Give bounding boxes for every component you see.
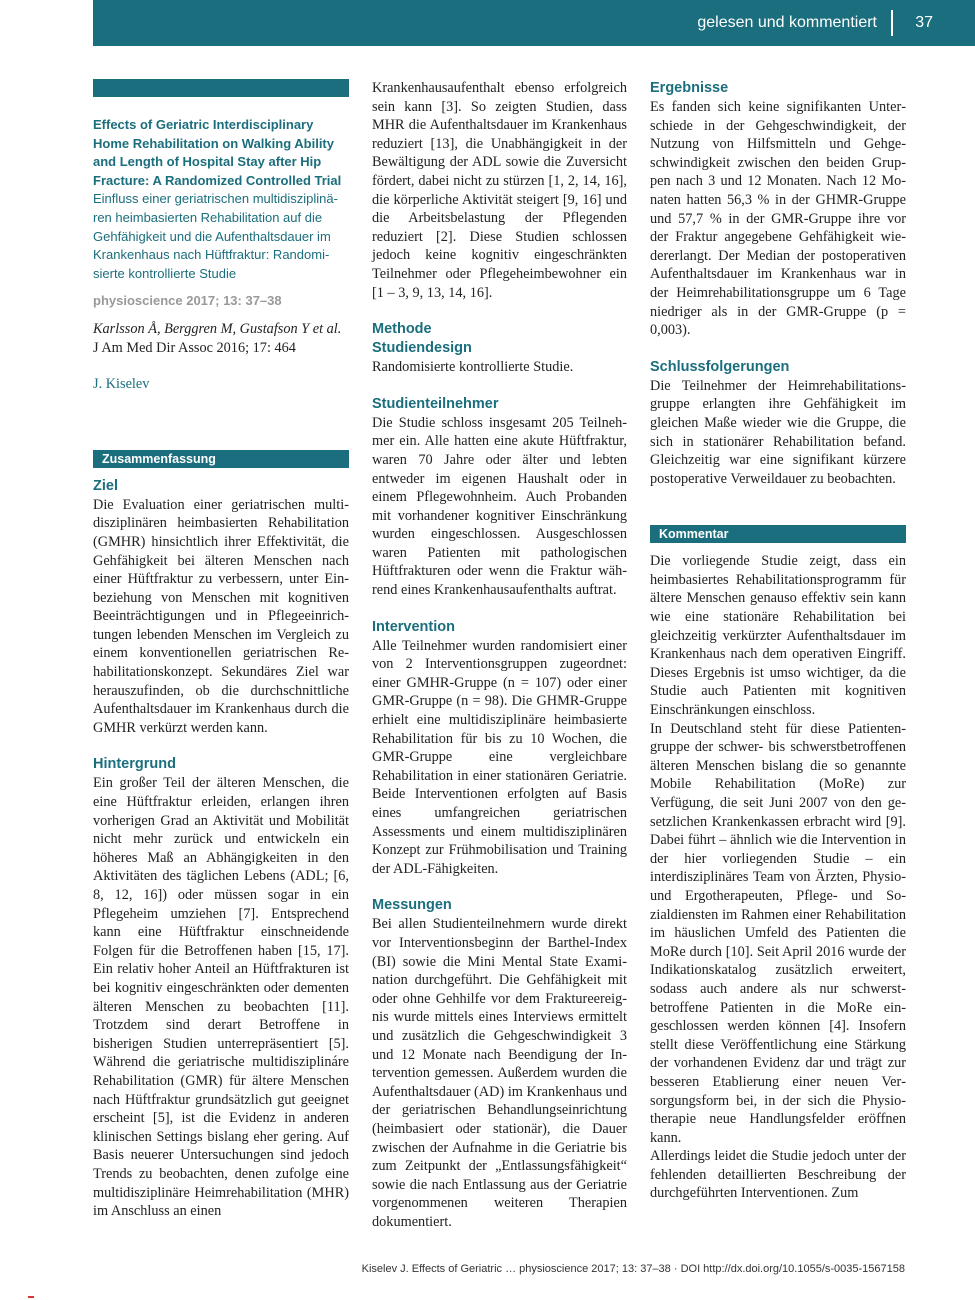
footer-citation: Kiselev J. Effects of Geriatric … physioscience 2017; 13: 37–38 · DOI http://dx.doi.org/10.1055/s-0035-1567158 [361,1263,905,1275]
heading-studiendesign: Studiendesign [372,340,472,357]
crop-mark [28,1296,34,1298]
paragraph-ziel: Die Evaluation einer geriatrischen multidisziplinären heimbasierten Rehabilitation (GMHR) hinsichtlich ihrer Effektivität, die Gehfähigkeit bei älteren Menschen nach einer Hüftfraktur zu verbessern, unter Einbeziehung von Menschen mit kognitiven Beeinträchtigungen und in Pflegeeinrichtungen lebenden Menschen im Vergleich zu einem konventionellen geriatrischen Rehabilitationskonzept. Sekundäres Ziel war herauszufinden, ob die durchschnittliche Aufenthaltsdauer im Krankenhaus durch die GMHR verkürzt werden kann. [93,496,349,736]
summary-bar: Zusammenfassung [93,450,349,468]
title-bar [93,79,349,97]
header-bar [93,0,975,46]
paragraph-studiendesign: Randomisierte kontrollierte Studie. [372,359,574,376]
article-title-en: Effects of Geriatric Interdisciplinary Home Rehabilitation on Walking Ability and Length of Hospital Stay after Hip Fracture: A Randomized Controlled Trial [93,117,342,188]
heading-schlussfolgerungen: Schlussfolgerungen [650,358,790,375]
column-right [650,79,906,1203]
paragraph-schlussfolgerungen: Die Teilnehmer der Heimrehabilitationsgruppe erlangten ihre Gehfähigkeit im gleichen Maße wieder wie die Gruppe, die sich in stationärer Rehabilitation befand. Gleichzeitig war eine signifikant kürzere postoperative Verweildauer zu beobachten. [650,377,906,487]
page-number: 37 [915,14,933,31]
paragraph-intervention: Alle Teilnehmer wurden randomisiert einer von 2 Interventionsgruppen zugeordnet: einer GMHR-Gruppe (n = 107) oder einer GMR-Gruppe (n = 98). Die GHMR-Gruppe erhielt eine multidisziplinäre heimbasierte Rehabilitation für bis zu 10 Wochen, die GMR-Gruppe eine vergleichbare Rehabilitation in einer stationären Geriatrie. Beide Interventionen erfolgten auf Basis eines umfangreichen geriatrischen Assessments und einem multidisziplinären Konzept zur Frühmobilisation und Training der ADL-Fähigkeiten. [372,637,627,877]
citation: physioscience 2017; 13: 37–38 [93,293,282,309]
heading-hintergrund: Hintergrund [93,756,176,773]
heading-messungen: Messungen [372,897,452,914]
section-title: gelesen und kommentiert [697,10,893,36]
paragraph-studienteilnehmer: Die Studie schloss insgesamt 205 Teilnehmer ein. Alle hatten eine akute Hüftfraktur, waren 70 Jahre oder älter und lebten entweder im eigenen Haushalt oder in einem Pflegewohnheim. Auch Probanden mit vorhandener kognitiver Einschränkung wurden eingeschlossen. Ausgeschlossen waren Patienten mit pathologischen Hüftfrakturen oder wenn die Fraktur während eines Krankenhausaufenthalts auftrat. [372,414,627,599]
authors: Karlsson Å, Berggren M, Gustafson Y et al. [93,320,342,337]
paragraph-kommentar-3: Allerdings leidet die Studie jedoch unter der fehlenden detaillierten Beschreibung der durchgeführten Interventionen. Zum [650,1148,906,1202]
heading-ziel: Ziel [93,477,118,494]
paragraph-ergebnisse: Es fanden sich keine signifikanten Unterschiede in der Gehgeschwindigkeit, der Nutzung von Hilfsmitteln und Gehgeschwindigkeit zwischen den beiden Gruppen nach 3 und 12 Monaten. Nach 12 Monaten hatten 56,3 % in der GHMR-Gruppe und 57,7 % in der GMR-Gruppe ihre vor der Fraktur angegebene Gehfähigkeit wiedererlangt. Der Median der postoperativen Aufenthaltsdauer im Krankenhaus war in der Heimrehabilitationsgruppe um 6 Tage niedriger als in der GMR-Gruppe (p = 0,003). [650,99,906,339]
column-left [93,79,349,1221]
journal-ref: J Am Med Dir Assoc 2016; 17: 464 [93,339,296,356]
paragraph-kommentar-1: Die vorliegende Studie zeigt, dass ein heimbasiertes Rehabilitationsprogramm für ältere Menschen genauso effektiv sein kann wie eine stationäre Rehabilitation bei gleichzeitig verkürzter Aufenthaltsdauer im Krankenhaus nach dem operativen Eingriff. Dieses Ergebnis ist umso wichtiger, da die Studie auch Patienten mit kognitiven Einschränkungen einschloss. [650,553,906,719]
column-middle [372,79,627,1231]
paragraph-hintergrund: Ein großer Teil der älteren Menschen, die eine Hüftfraktur erleiden, erlangen ihren vorherigen Grad an Aktivität und Mobilität nicht mehr zurück und entwickeln ein höheres Maß an Abhängigkeiten in den Aktivitäten des täglichen Lebens (ADL; [6, 8, 12, 16]) oder müssen sogar in ein Pflegeheim umziehen [7]. Entsprechend kann eine Hüftfraktur einschneidende Folgen für die Betroffenen haben [15, 17]. Ein relativ hoher Anteil an Hüftfrakturen ist bei kognitiv eingeschränkten oder dementen älteren Menschen zu beobachten [11]. Trotzdem sind derart Betroffene in bisherigen Studien unterrepräsentiert [5]. Während die geriatrische multidisziplináre Rehabilitation (GMR) für ältere Menschen nach Hüftfraktur grundsätzlich gut geeignet erscheint [5], ist die Evidenz in anderen klinischen Settings bislang eher gering. Auf Basis neuerer Untersuchungen sind jedoch Trends zu beobachten, denen zufolge eine multidisziplinäre Heimrehabilitation (MHR) im Anschluss an einen [93,775,349,1220]
commentary-bar: Kommentar [650,525,906,543]
reviewer-name: J. Kiselev [93,376,150,393]
paragraph-messungen: Bei allen Studienteilnehmern wurde direkt vor Interventionsbeginn der Barthel-Index (BI) sowie die Mini Mental State Examination durchgeführt. Die Gehfähigkeit mit oder ohne Gehhilfe vor dem Fraktureereignis wurde mittels eines Interviews ermittelt und zusätzlich die Gehgeschwindigkeit 3 und 12 Monate nach Beendigung der Intervention gemessen. Außerdem wurden die Aufenthaltsdauer (AD) im Krankenhaus und der geriatrischen Behandlungseinrichtung (heimbasiert oder stationär), die Dauer zwischen der Aufnahme in die Geriatrie bis zum Zeitpunkt der „Entlassungsfähigkeit“ sowie die nach Entlassung aus der Geriatrie vorgenommenen weiteren Therapien dokumentiert. [372,916,627,1230]
paragraph-intro-continued: Krankenhausaufenthalt ebenso erfolgreich sein kann [3]. So zeigten Studien, dass MHR die Aufenthaltsdauer im Krankenhaus reduziert [13], die Unabhängigkeit in der Bewältigung der ADL sowie die Zuversicht fördert, dabei nicht zu stürzen [1, 2, 14, 16], die körperliche Aktivität steigert [9, 16] und die Arbeitsbelastung der Pflegenden reduziert [2]. Diese Studien schlossen jedoch keine kognitiv eingeschränkten Teilnehmer oder Pflegeheimbewohner ein [1 – 3, 9, 13, 14, 16]. [372,80,627,301]
paragraph-kommentar-2: In Deutschland steht für diese Patientengruppe der schwer- bis schwerstbetroffenen älteren Menschen bislang die so genannte Mobile Rehabilitation (MoRe) zur Verfügung, die seit Juni 2007 von den gesetzlichen Krankenkassen erbracht wird [9]. Dabei führt – ähnlich wie die Intervention in der hier vorliegenden Studie – ein interdisziplinäres Team von Ärzten, Physio- und Ergotherapeuten, Pflege- und Sozialdiensten im Rahmen einer Rehabilitation im häuslichen Umfeld des Patienten die MoRe durch [10]. Seit April 2016 wurde der Indikationskatalog zusätzlich erweitert, sodass auch andere als nur schwerstbetroffene Patienten in die MoRe eingeschlossen werden können [4]. Insofern stellt diese Veröffentlichung eine Stärkung der vorhandenen Evidenz dar und trägt zur besseren Etablierung einer neuen Versorgungsform bei, in der sich die Physiotherapie neue Handlungsfelder eröffnen kann. [650,720,906,1146]
heading-methode: Methode [372,321,432,338]
heading-ergebnisse: Ergebnisse [650,80,729,96]
heading-intervention: Intervention [372,618,455,635]
heading-studienteilnehmer: Studienteilnehmer [372,395,499,412]
article-title-de: Einfluss einer geriatrischen multidisziplinären heimbasierten Rehabilitation auf die Gehfähigkeit und die Aufenthaltsdauer im Krankenhaus nach Hüftfraktur: Randomisierte kontrollierte Studie [93,191,338,281]
